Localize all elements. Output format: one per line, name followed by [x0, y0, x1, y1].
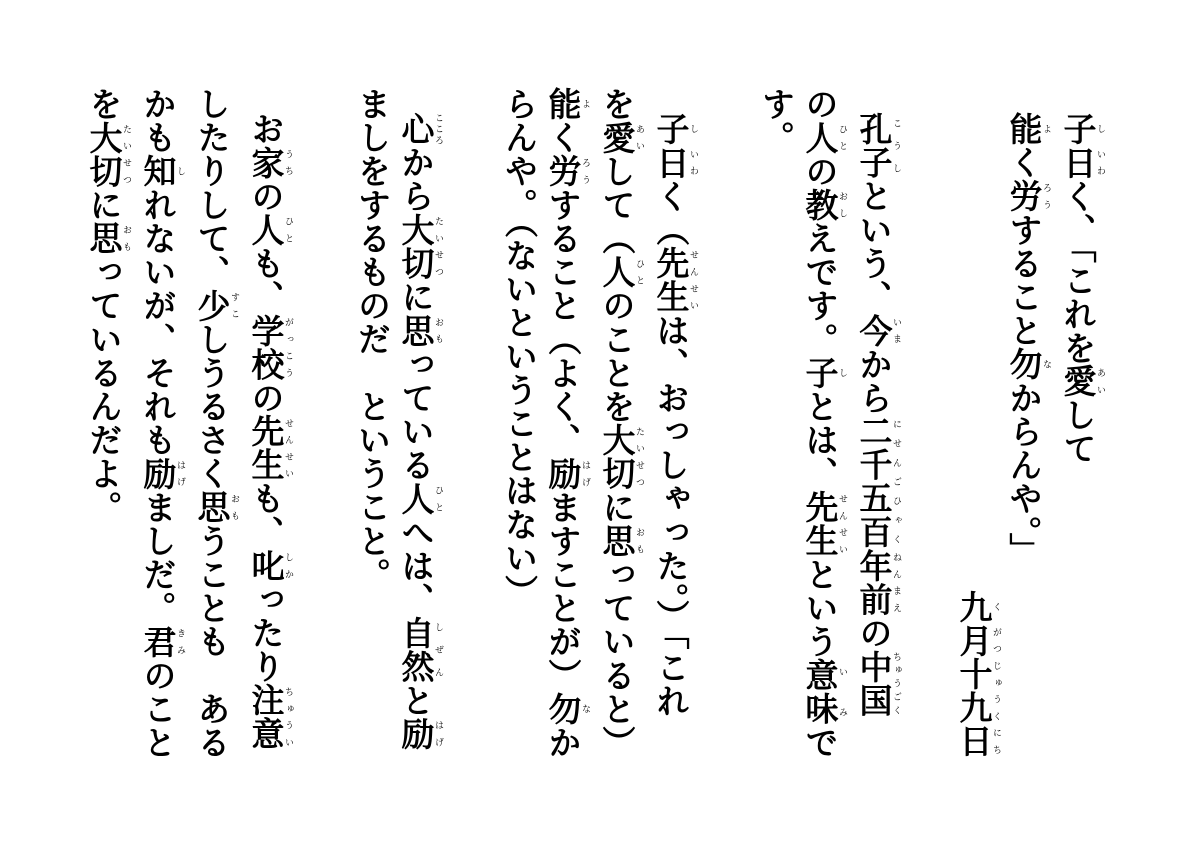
furigana-word: 月がつ	[954, 623, 1001, 658]
paragraph-3-line-1: 心こころから大切たいせつに思おもっている人ひとへは、自然しぜんと励はげ	[396, 112, 443, 751]
furigana-reading: いま	[891, 313, 901, 348]
furigana-word: 大切たいせつ	[597, 423, 644, 491]
paragraph-4-line-1: お家うちの人ひとも、学校がっこうの先生せんせいも、叱しかったり注意ちゅうい	[246, 112, 293, 751]
furigana-reading: よ	[1041, 112, 1051, 146]
furigana-reading: おも	[634, 523, 644, 558]
furigana-word: 能よ	[1004, 112, 1051, 146]
furigana-reading: な	[580, 691, 590, 726]
furigana-reading: ねんまえ	[891, 548, 901, 617]
furigana-word: 年前ねんまえ	[854, 548, 901, 617]
furigana-reading: しか	[283, 548, 293, 583]
furigana-word: 愛あい	[597, 120, 644, 155]
paragraph-1-line-1: 孔子こうしという、今いまから二千五百にせんごひゃく年前ねんまえの中国ちゅうごく	[854, 112, 901, 717]
paragraph-2-line-3: 能よく労ろうすること（よく、励はげますことが）勿なか	[543, 87, 590, 760]
furigana-reading: ひと	[433, 481, 443, 516]
furigana-word: 人ひと	[246, 212, 293, 247]
furigana-word: 中国ちゅうごく	[854, 649, 901, 717]
furigana-word: 二千五百にせんごひゃく	[854, 414, 901, 549]
furigana-reading: こころ	[433, 112, 443, 146]
furigana-reading: じゅうくにち	[991, 657, 1001, 759]
furigana-reading: いわ	[688, 145, 698, 180]
date	[954, 590, 1002, 759]
furigana-word: 人ひと	[396, 481, 443, 516]
furigana-reading: ちゅうい	[283, 683, 293, 751]
furigana-reading: おも	[433, 313, 443, 348]
furigana-word: 愛あい	[1058, 364, 1105, 398]
furigana-reading: きみ	[175, 624, 185, 659]
furigana-word: 学校がっこう	[246, 313, 293, 381]
furigana-reading: いわ	[1095, 145, 1105, 180]
furigana-word: 人ひと	[800, 120, 847, 155]
furigana-reading: こうし	[891, 112, 901, 180]
furigana-reading: せんせい	[283, 414, 293, 482]
furigana-reading: あい	[634, 120, 644, 155]
furigana-reading: せんせい	[837, 490, 847, 558]
furigana-word: 労ろう	[543, 154, 590, 188]
furigana-reading: はげ	[175, 456, 185, 491]
furigana-word: 日いわ	[651, 145, 698, 180]
furigana-reading: たいせつ	[433, 212, 443, 280]
furigana-word: 子し	[800, 355, 847, 390]
title-line-1: 子し日いわく、「これを愛あいして	[1058, 112, 1105, 466]
furigana-word: 注意ちゅうい	[246, 683, 293, 751]
paragraph-1-line-2: の人ひとの教おしえです。子しとは、先生せんせいという意味いみで	[800, 87, 847, 760]
furigana-reading: がっこう	[283, 313, 293, 381]
furigana-word: 大切たいせつ	[84, 120, 131, 188]
furigana-word: 労ろう	[1004, 179, 1051, 213]
furigana-reading: な	[1041, 347, 1051, 381]
furigana-word: 自然しぜん	[396, 616, 443, 684]
furigana-word: 先生せんせい	[651, 246, 698, 314]
furigana-word: 思おも	[84, 221, 131, 256]
paragraph-4-line-3: かも知しれないが、それも励はげましだ。君きみのこと	[138, 87, 185, 760]
furigana-word: 思おも	[396, 313, 443, 348]
furigana-reading: おし	[837, 187, 847, 222]
furigana-reading: ろう	[1041, 179, 1051, 213]
furigana-word: 今いま	[854, 313, 901, 348]
paragraph-4-line-2: したりして、少すこしうるさく思おもうことも ある	[192, 87, 239, 760]
furigana-word: 教おし	[800, 187, 847, 222]
paragraph-4-line-4: を大切たいせつに思おもっているんだよ。	[84, 87, 131, 524]
furigana-reading: たいせつ	[121, 120, 131, 188]
title-line-2: 能よく労ろうすること勿なからんや。」	[1004, 112, 1051, 566]
furigana-word: 意味いみ	[800, 658, 847, 726]
furigana-word: 思おも	[192, 490, 239, 524]
furigana-reading: ちゅうごく	[891, 649, 901, 717]
furigana-reading: はげ	[580, 456, 590, 491]
furigana-word: 励はげ	[138, 456, 185, 491]
furigana-word: 先生せんせい	[800, 490, 847, 558]
paragraph-1-line-3: す。	[757, 87, 796, 155]
furigana-word: 日いわ	[1058, 145, 1105, 180]
paragraph-3-line-2: ましをするものだ ということ。	[353, 87, 392, 591]
furigana-reading: ひと	[837, 120, 847, 155]
furigana-reading: うち	[283, 145, 293, 180]
furigana-word: 家うち	[246, 145, 293, 180]
furigana-word: 九く	[954, 590, 1001, 624]
furigana-word: 大切たいせつ	[396, 212, 443, 281]
furigana-word: 思おも	[597, 523, 644, 558]
furigana-reading: ろう	[580, 154, 590, 188]
furigana-reading: たいせつ	[634, 423, 644, 491]
furigana-reading: く	[991, 590, 1001, 624]
furigana-word: 励はげ	[396, 716, 443, 751]
furigana-word: 先生せんせい	[246, 414, 293, 482]
furigana-reading: よ	[580, 87, 590, 121]
furigana-word: 子し	[1058, 112, 1105, 146]
furigana-reading: にせんごひゃく	[891, 414, 901, 549]
furigana-reading: おも	[121, 221, 131, 256]
furigana-word: 君きみ	[138, 624, 185, 659]
furigana-word: 能よ	[543, 87, 590, 121]
furigana-reading: ひと	[283, 212, 293, 247]
furigana-reading: おも	[229, 490, 239, 524]
furigana-word: 勿な	[543, 691, 590, 726]
furigana-reading: はげ	[433, 716, 443, 751]
furigana-reading: がつ	[991, 623, 1001, 658]
paragraph-2-line-4: らんや。（ないということはない）	[500, 87, 539, 609]
furigana-word: 勿な	[1004, 347, 1051, 381]
furigana-reading: しぜん	[433, 616, 443, 684]
furigana-reading: いみ	[837, 658, 847, 726]
furigana-reading: せんせい	[688, 246, 698, 314]
furigana-word: 知し	[138, 154, 185, 188]
furigana-word: 子し	[651, 112, 698, 146]
paragraph-2-line-1: 子し日いわく（先生せんせいは、おっしゃった。）「これ	[651, 112, 698, 718]
furigana-word: 叱しか	[246, 548, 293, 583]
paragraph-2-line-2: を愛あいして（人ひとのことを大切たいせつに思おもっていると）	[597, 87, 644, 760]
furigana-reading: し	[175, 154, 185, 188]
furigana-word: 孔子こうし	[854, 112, 901, 180]
furigana-reading: すこ	[229, 288, 239, 323]
furigana-reading: し	[688, 112, 698, 146]
furigana-word: 少すこ	[192, 288, 239, 323]
furigana-word: 人ひと	[597, 255, 644, 289]
furigana-reading: し	[1095, 112, 1105, 146]
furigana-word: 心こころ	[396, 112, 443, 146]
furigana-reading: し	[837, 355, 847, 390]
furigana-reading: あい	[1095, 364, 1105, 398]
furigana-reading: ひと	[634, 255, 644, 289]
furigana-word: 励はげ	[543, 456, 590, 491]
furigana-word: 十九日じゅうくにち	[954, 657, 1001, 759]
